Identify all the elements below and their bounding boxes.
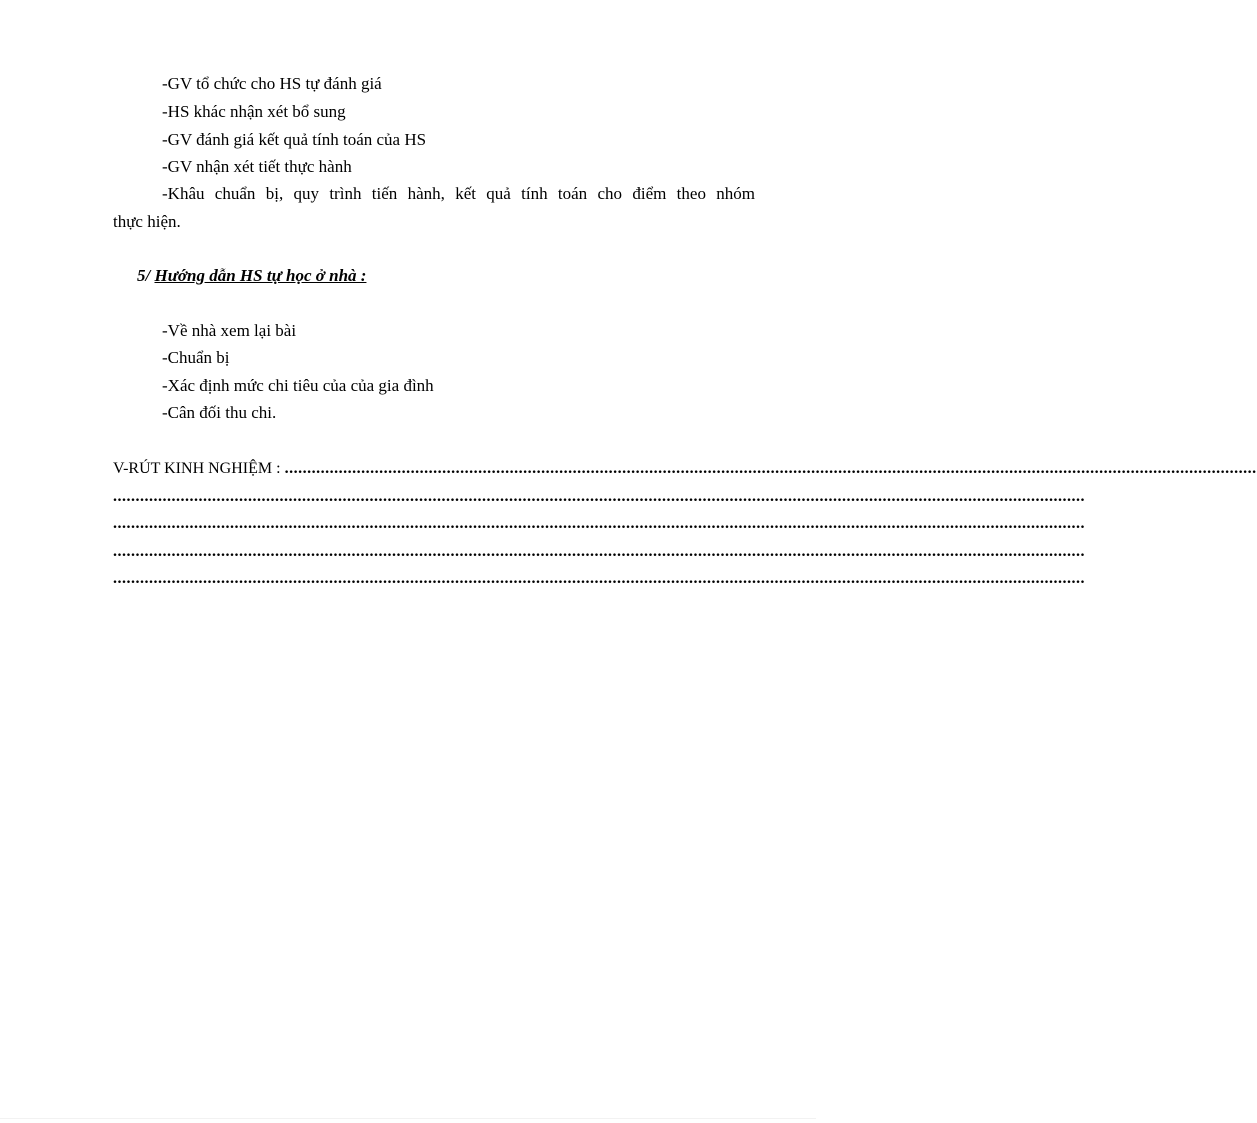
section5-heading [137, 266, 366, 286]
homework-item-4: -Cân đối thu chi. [162, 403, 277, 422]
evaluation-paragraph [113, 184, 755, 204]
review-line-5 [113, 569, 1085, 589]
activity-line-3: -GV đánh giá kết quả tính toán của HS [162, 130, 427, 149]
review-label: V-RÚT KINH NGHIỆM : [113, 460, 281, 477]
review-dots-3: ........................................................................................................................................................................................................................ [113, 515, 1085, 532]
review-dots-5: ........................................................................................................................................................................................................................ [113, 570, 1085, 587]
review-dots-4: ........................................................................................................................................................................................................................ [113, 543, 1085, 560]
activity-line-2: -HS khác nhận xét bổ sung [162, 102, 346, 121]
homework-item-3: -Xác định mức chi tiêu của của gia đình [162, 376, 434, 395]
activity-line-4: -GV nhận xét tiết thực hành [162, 157, 352, 176]
page-bottom-divider [0, 1118, 816, 1119]
homework-item-2: -Chuẩn bị [162, 348, 230, 367]
review-line-4 [113, 542, 1085, 562]
section5-title: Hướng dẫn HS tự học ở nhà : [154, 266, 367, 285]
review-line-2 [113, 487, 1085, 507]
review-dots-2: ........................................................................................................................................................................................................................ [113, 488, 1085, 505]
review-line-1 [113, 459, 1257, 479]
evaluation-paragraph-first-line: -Khâu chuẩn bị, quy trình tiến hành, kết quả tính toán cho điểm theo nhóm [162, 184, 755, 203]
evaluation-paragraph-continuation: thực hiện. [113, 212, 181, 231]
review-line-3 [113, 514, 1085, 534]
review-dots-1: ........................................................................................................................................................................................................................ [284, 460, 1257, 477]
activity-line-1: -GV tổ chức cho HS tự đánh giá [162, 74, 382, 93]
section5-number: 5/ [137, 266, 151, 285]
homework-item-1: -Về nhà xem lại bài [162, 321, 297, 340]
